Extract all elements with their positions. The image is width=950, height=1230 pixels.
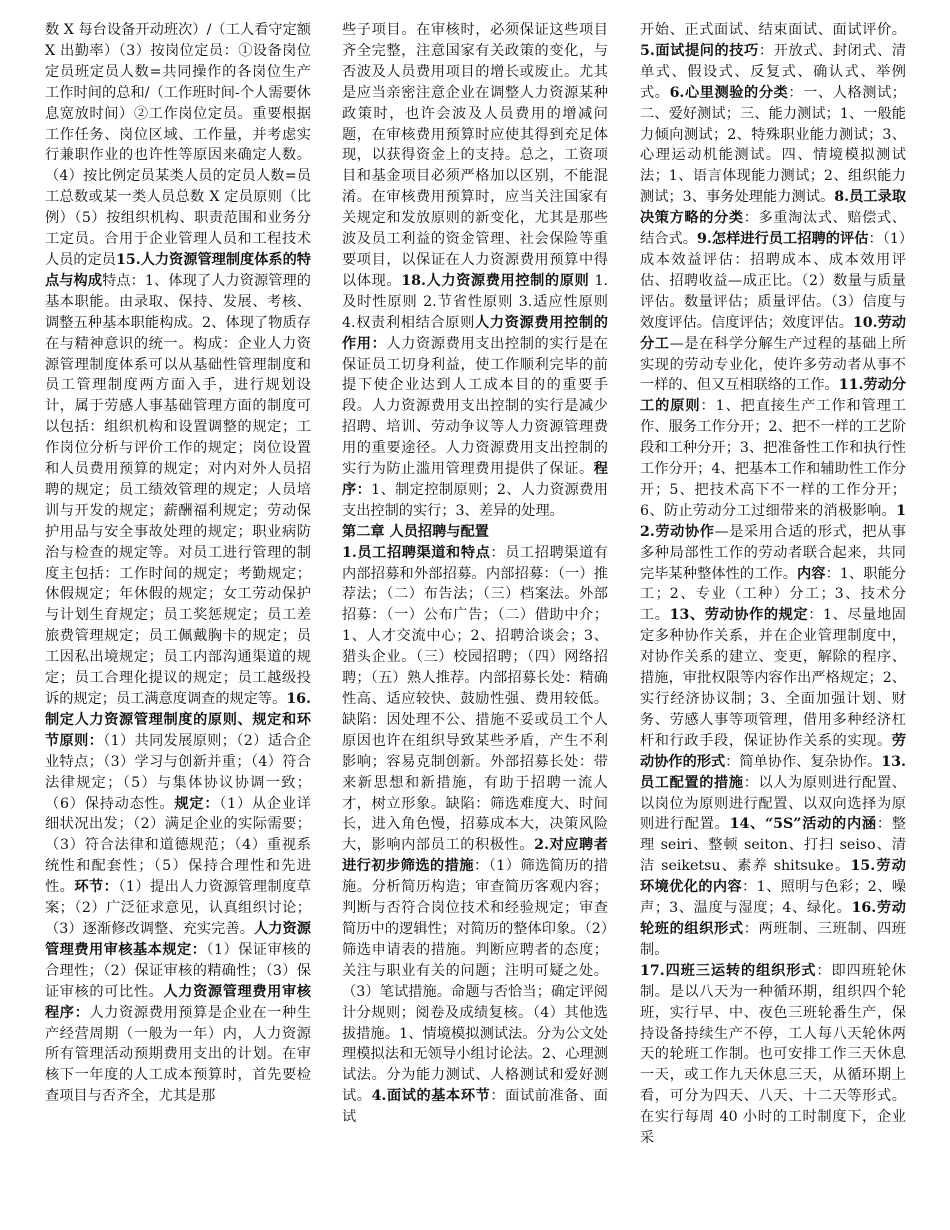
heading-text: 8.员工录取决策方略的分类: [640, 189, 906, 227]
body-text: （1）保证审核的合理性；（2）保证审核的精确性；（3）保证审核的可比性。: [45, 941, 311, 1000]
heading-text: 2.对应聘者进行初步筛选的措施: [342, 837, 608, 875]
heading-text: 人力资源管理费用审核程序：: [45, 983, 311, 1021]
body-text: ：开放式、封闭式、清单式、假设式、反复式、确认式、举例式。: [640, 42, 906, 101]
body-text: ：1、职能分工；2、专业（工种）分工；3、技术分工。: [640, 565, 906, 624]
heading-text: 9.怎样进行员工招聘的评估: [696, 231, 869, 248]
body-text: 1、制定控制原则；2、人力资源费用支出控制的实行；3、差异的处理。: [342, 481, 608, 519]
heading-text: 1.员工招聘渠道和特点: [342, 544, 491, 561]
heading-text: 人力资源管理费用审核基本规定：: [45, 920, 311, 958]
body-text: 人力资源费用支出控制的实行是在保证员工切身利益，使工作顺利完毕的前提下使企业达到人工成本目的的重要手段。人力资源费用支出控制的实行是减少招聘、培训、劳动争议等人力资源管理费用的重要途径。人力资源费用支出控制的实行为防止滥用管理费用提供了保证。: [342, 335, 608, 478]
body-text: 1.及时性原则 2.节省性原则 3.适应性原则 4.权责利相结合原则: [342, 272, 608, 331]
heading-text: 程序：: [342, 461, 608, 498]
heading-text: 13、劳动协作的规定: [669, 607, 809, 624]
heading-text: 18.人力资源费用控制的原则: [401, 272, 590, 289]
body-text: ：员工招聘渠道有内部招募和外部招募。内部招募：（一）推荐法；（二）布告法；（三）档案法。外部招募：（一）公布广告；（二）借助中介；1、人才交流中心；2、招聘洽谈会；3、猎头企业。（三）校园招聘；（四）网络招聘；（五）熟人推荐。内部招募长处：精确性高、适应较快、鼓励性强、费用较低。缺陷：因处理不公、措施不妥或员工个人原因也许在组织导致某些矛盾，产生不利影响；容易克制创新。外部招募长处：带来新思想和新措施，有助于招聘一流人才，树立形象。缺陷：筛选难度大、时间长，进入角色慢，招募成本大，决策风险大，影响内部员工的积极性。: [342, 544, 608, 854]
body-text: ：面试前准备、面试: [342, 1088, 608, 1126]
heading-text: 12.劳动协作: [640, 502, 906, 540]
body-text: ：多重淘汰式、赔偿式、结合式。: [640, 210, 906, 248]
heading-text: 环节：: [74, 879, 119, 896]
heading-text: 13.员工配置的措施: [640, 753, 906, 791]
body-text: （1）提出人力资源管理制度草案；（2）广泛征求意见，认真组织讨论；（3）逐渐修改调整、充实完善。: [45, 879, 311, 937]
body-text: —是在科学分解生产过程的基础上所实现的劳动专业化，使许多劳动者从事不一样的、但又互相联络的工作。: [640, 335, 906, 394]
body-text: （1）从企业详细状况出发；（2）满足企业的实际需要；（3）符合法律和道德规范；（4）重视系统性和配套性；（5）保持合理性和先进性。: [45, 795, 311, 896]
body-text: ：以人为原则进行配置、以岗位为原则进行配置、以双向选择为原则进行配置。: [640, 774, 906, 833]
body-text: ：整理 seiri、整顿 seiton、打扫 seiso、清洁 seiketsu、素养 shitsuke。: [640, 816, 906, 875]
heading-text: 4.面试的基本环节: [371, 1088, 491, 1105]
heading-text: 6.心里测验的分类: [669, 84, 789, 101]
body-text: ：简单协作、复杂协作。: [725, 753, 882, 770]
heading-text: 16.劳动轮班的组织形式: [640, 900, 906, 937]
body-text: 人力资源费用预算是企业在一种生产经营周期（一般为一年）内，人力资源所有管理活动预期费用支出的计划。在审核下一年度的人工成本预算时，首先要检查项目与否齐全，尤其是那: [45, 1004, 311, 1105]
body-text: 特点：1、体现了人力资源管理的基本职能。由录取、保持、发展、考核、调整五种基本职能构成。2、体现了物质存在与精神意识的统一。构成：企业人力资源管理制度体系可以从基础性管理制度和员工管理制度两方面入手，进行规划设计，属于劳感人事基础管理方面的制度可以包括：组织机构和设置调整的规定；工作岗位分析与评价工作的规定；岗位设置和人员费用预算的规定；对内对外人员招聘的规定；员工绩效管理的规定；人员培训与开发的规定；薪酬福利规定；劳动保护用品与安全事故处理的规定；职业病防治与检查的规定等。对员工进行管理的制度主包括：工作时间的规定；考勤规定；休假规定；年休假的规定；女工劳动保护与计划生育规定；员工奖惩规定；员工差旅费管理规定；员工佩戴胸卡的规定；员工因私出境规定；员工内部沟通渠道的规定；员工合理化提议的规定；员工越级投诉的规定；员工满意度调查的规定等。: [45, 272, 311, 707]
heading-text: 15.人力资源管理制度体系的特点与构成: [45, 251, 311, 289]
body-text: ：（1）成本效益评估：招聘成本、成本效用评估、招聘收益—成正比。（2）数量与质量评估。数量评估；质量评估。（3）信度与效度评估。信度评估；效度评估。: [640, 231, 906, 331]
heading-text: 第二章 人员招聘与配置: [342, 523, 489, 540]
body-text: ：一、人格测试；二、爱好测试；三、能力测试；1、一般能力倾向测试；2、特殊职业能力测试；3、心理运动机能测试。四、情境模拟测试法；1、语言体现能力测试；2、组织能力测试；3、事务处理能力测试。: [640, 84, 906, 206]
heading-text: 内容: [797, 565, 826, 582]
heading-text: 15.劳动环境优化的内容: [640, 858, 906, 896]
heading-text: 人力资源费用控制的作用：: [342, 314, 608, 352]
body-text: 数 X 每台设备开动班次）/（工人看守定额 X 出勤率）（3）按岗位定员：①设备岗位定员班定员人数=共同操作的各岗位生产工作时间的总和/（工作班时间-个人需要休息宽放时间）②工作岗位定员。重要根据工作任务、岗位区域、工作量，并考虑实行兼职作业的也许性等原因来确定人数。（4）按比例定员某类人员的定员人数=员工总数或某一类人员总数 X 定员原则（比例）（5）按组织机构、职责范围和业务分工定员。合用于企业管理人员和工程技术人员的定员: [45, 22, 311, 268]
heading-text: 5.面试提问的技巧: [640, 42, 759, 59]
heading-text: 14、“5S”活动的内涵: [729, 816, 877, 833]
heading-text: 劳动协作的形式: [640, 732, 906, 770]
heading-text: 17.四班三运转的组织形式: [640, 962, 817, 979]
body-text: 开始、正式面试、结束面试、面试评价。: [640, 22, 906, 38]
text-column-1: [45, 20, 311, 1210]
body-text: ：1、把直接生产工作和管理工作、服务工作分开；2、把不一样的工艺阶段和工种分开；3、把准备性工作和执行性工作分开；4、把基本工作和辅助性工作分开；5、把技术高下不一样的工作分开；6、防止劳动分工过细带来的消极影响。: [640, 398, 906, 519]
body-text: ：两班制、三班制、四班制。: [640, 920, 906, 958]
heading-text: 规定：: [174, 795, 220, 812]
body-text: —是采用合适的形式，把从事多种局部性工作的劳动者联合起来，共同完毕某种整体性的工作。: [640, 523, 906, 582]
body-text: ：1、尽量地固定多种协作关系，并在企业管理制度中，对协作关系的建立、变更，解除的程序、措施，审批权限等内容作出严格规定；2、实行经济协议制；3、全面加强计划、财务、劳感人事等项管理，借用多种经济杠杆和行政手段，保证协作关系的实现。: [640, 607, 906, 749]
heading-text: 16.制定人力资源管理制度的原则、规定和环节原则：: [45, 691, 311, 749]
text-column-3: [640, 20, 906, 1210]
heading-text: 11.劳动分工的原则: [640, 377, 906, 415]
body-text: （1）共同发展原则；（2）适合企业特点；（3）学习与创新并重；（4）符合法律规定；（5）与集体协议协调一致；（6）保持动态性。: [45, 732, 311, 812]
body-text: ：（1）筛选简历的措施。分析简历构造；审查简历客观内容；判断与否符合岗位技术和经验规定；审查简历中的逻辑性；对简历的整体印象。（2）筛选申请表的措施。判断应聘者的态度；关注与职业有关的问题；注明可疑之处。（3）笔试措施。命题与否恰当；确定评阅计分规则；阅卷及成绩复核。（4）其他选拔措施。1、情境模拟测试法。分为公文处理模拟法和无领导小组讨论法。2、心理测试法。分为能力测试、人格测试和爱好测试。: [342, 858, 608, 1105]
heading-text: 10.劳动分工: [640, 314, 906, 352]
text-column-2: [342, 20, 608, 1210]
body-text: ：即四班轮休制。是以八天为一种循环期，组织四个轮班，实行早、中、夜色三班轮番生产，保持设备持续生产不停，工人每八天轮休两天的轮班工作制。也可安排工作三天休息一天，或工作九天休息三天，从循环期上看，可分为四天、八天、十二天等形式。在实行每周 40 小时的工时制度下，企业采: [640, 962, 906, 1147]
body-text: ：1、照明与色彩；2、噪声；3、温度与湿度；4、绿化。: [640, 879, 906, 917]
body-text: 些子项目。在审核时，必须保证这些项目齐全完整，注意国家有关政策的变化，与否波及人员费用项目的增长或废止。尤其是应当亲密注意企业在调整人力资源某种政策时，也许会波及人员费用的增减问题，在审核费用预算时应使其得到充足体现，以获得资金上的支持。总之，工资项目和基金项目必须严格加以区别，不能混淆。在审核费用预算时，应当关注国家有关规定和发放原则的新变化，尤其是那些波及员工利益的资金管理、社会保险等重要项目，以保证在人力资源费用预算中得以体现。: [342, 22, 608, 289]
